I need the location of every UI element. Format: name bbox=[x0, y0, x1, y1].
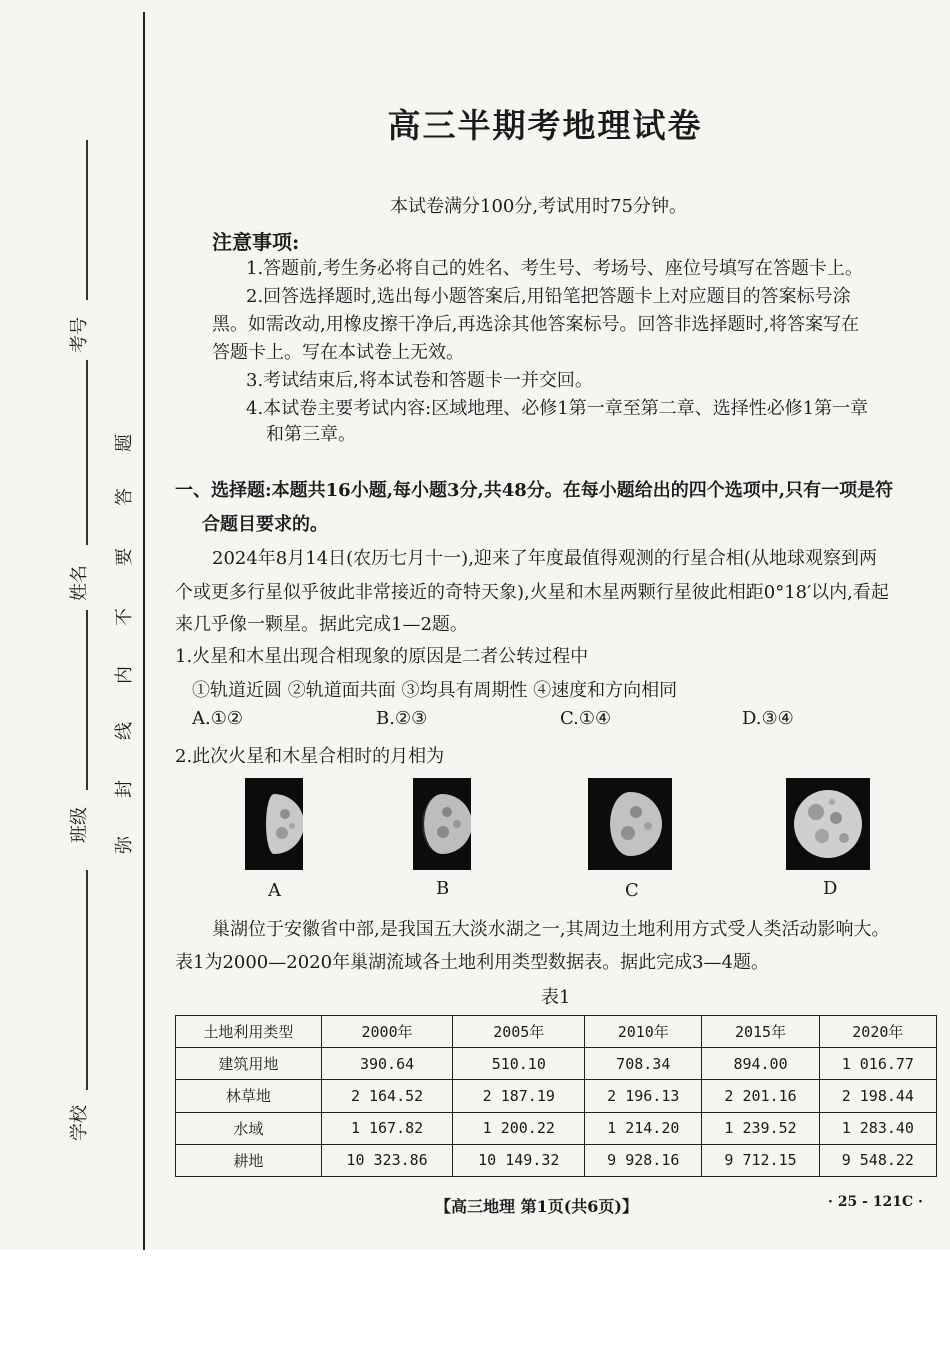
seal-char: 不 bbox=[114, 608, 135, 626]
moon-phase-b-icon bbox=[413, 778, 471, 870]
note-item: 黑。如需改动,用橡皮擦干净后,再选涂其他答案标号。回答非选择题时,将答案写在 bbox=[212, 314, 860, 335]
note-item: 4.本试卷主要考试内容:区域地理、必修1第一章至第二章、选择性必修1第一章 bbox=[246, 398, 869, 419]
table-cell: 9 548.22 bbox=[819, 1144, 936, 1176]
table-cell: 510.10 bbox=[453, 1048, 585, 1080]
moon-label-b: B bbox=[436, 878, 450, 899]
moon-label-c: C bbox=[625, 880, 639, 901]
moon-image-d[interactable] bbox=[786, 778, 870, 870]
table-row bbox=[176, 1048, 937, 1080]
table-cell: 1 239.52 bbox=[702, 1112, 819, 1144]
seal-char: 要 bbox=[114, 548, 135, 566]
table-row bbox=[176, 1080, 937, 1112]
table-cell: 2 198.44 bbox=[819, 1080, 936, 1112]
column-header: 2010年 bbox=[585, 1016, 702, 1048]
moon-phase-d-icon bbox=[786, 778, 870, 870]
table-cell: 9 712.15 bbox=[702, 1144, 819, 1176]
section-heading: 一、选择题:本题共16小题,每小题3分,共48分。在每小题给出的四个选项中,只有一项是符 bbox=[175, 480, 894, 501]
table-cell: 1 016.77 bbox=[819, 1048, 936, 1080]
table-cell: 10 149.32 bbox=[453, 1144, 585, 1176]
moon-label-a: A bbox=[268, 880, 281, 901]
moon-phase-a-icon bbox=[245, 778, 303, 870]
name-label: 姓名 bbox=[69, 565, 90, 601]
moon-image-a[interactable] bbox=[245, 778, 303, 870]
section-heading: 合题目要求的。 bbox=[202, 514, 328, 535]
table-cell: 2 164.52 bbox=[321, 1080, 453, 1112]
table-cell: 1 283.40 bbox=[819, 1112, 936, 1144]
passage-line: 表1为2000—2020年巢湖流域各土地利用类型数据表。据此完成3—4题。 bbox=[175, 952, 769, 973]
school-underline bbox=[86, 870, 88, 1090]
table-cell: 2 201.16 bbox=[702, 1080, 819, 1112]
seal-char: 弥 bbox=[114, 836, 135, 854]
question-stem: 1.火星和木星出现合相现象的原因是二者公转过程中 bbox=[175, 646, 589, 667]
passage-line: 巢湖位于安徽省中部,是我国五大淡水湖之一,其周边土地利用方式受人类活动影响大。 bbox=[212, 919, 890, 940]
moon-phase-c-icon bbox=[588, 778, 672, 870]
school-label: 学校 bbox=[69, 1105, 90, 1141]
option-b[interactable]: B.②③ bbox=[376, 708, 428, 729]
exam-no-label: 考号 bbox=[69, 317, 90, 353]
class-label: 班级 bbox=[69, 807, 90, 843]
question-stem: 2.此次火星和木星合相时的月相为 bbox=[175, 746, 445, 767]
passage-line: 个或更多行星似乎彼此非常接近的奇特天象),火星和木星两颗行星彼此相距0°18′以内,看起 bbox=[175, 582, 889, 603]
table-cell: 390.64 bbox=[321, 1048, 453, 1080]
question-statements: ①轨道近圆 ②轨道面共面 ③均具有周期性 ④速度和方向相同 bbox=[192, 680, 678, 701]
seal-char: 封 bbox=[114, 780, 135, 798]
passage-line: 来几乎像一颗星。据此完成1—2题。 bbox=[175, 614, 468, 635]
column-header: 2020年 bbox=[819, 1016, 936, 1048]
column-header: 2015年 bbox=[702, 1016, 819, 1048]
table-row bbox=[176, 1144, 937, 1176]
table-header-row bbox=[176, 1016, 937, 1048]
table-cell: 894.00 bbox=[702, 1048, 819, 1080]
seal-char: 线 bbox=[114, 722, 135, 740]
column-header: 2005年 bbox=[453, 1016, 585, 1048]
row-header: 林草地 bbox=[176, 1080, 322, 1112]
table-cell: 1 214.20 bbox=[585, 1112, 702, 1144]
option-c[interactable]: C.①④ bbox=[560, 708, 612, 729]
table-cell: 1 167.82 bbox=[321, 1112, 453, 1144]
note-item: 1.答题前,考生务必将自己的姓名、考生号、考场号、座位号填写在答题卡上。 bbox=[246, 258, 863, 279]
row-header: 建筑用地 bbox=[176, 1048, 322, 1080]
seal-char: 题 bbox=[114, 434, 135, 452]
note-item: 和第三章。 bbox=[266, 424, 356, 445]
table-row bbox=[176, 1112, 937, 1144]
land-use-table bbox=[175, 1015, 937, 1177]
seal-char: 答 bbox=[114, 488, 135, 506]
table-cell: 708.34 bbox=[585, 1048, 702, 1080]
passage-line: 2024年8月14日(农历七月十一),迎来了年度最值得观测的行星合相(从地球观察到两 bbox=[212, 548, 877, 569]
note-item: 答题卡上。写在本试卷上无效。 bbox=[212, 342, 464, 363]
exam-no-underline bbox=[86, 140, 88, 300]
class-underline bbox=[86, 610, 88, 790]
table-cell: 2 187.19 bbox=[453, 1080, 585, 1112]
name-underline bbox=[86, 360, 88, 545]
option-d[interactable]: D.③④ bbox=[742, 708, 794, 729]
paper-code: · 25 - 121C · bbox=[828, 1194, 923, 1210]
page-footer: 【高三地理 第1页(共6页)】 bbox=[435, 1197, 638, 1216]
table-cell: 2 196.13 bbox=[585, 1080, 702, 1112]
moon-label-d: D bbox=[823, 878, 838, 899]
row-header: 耕地 bbox=[176, 1144, 322, 1176]
exam-title: 高三半期考地理试卷 bbox=[387, 106, 703, 145]
table-cell: 9 928.16 bbox=[585, 1144, 702, 1176]
notes-heading: 注意事项: bbox=[212, 230, 300, 254]
moon-image-b[interactable] bbox=[413, 778, 471, 870]
column-header: 2000年 bbox=[321, 1016, 453, 1048]
seal-char: 内 bbox=[114, 666, 135, 684]
moon-image-c[interactable] bbox=[588, 778, 672, 870]
row-header: 水域 bbox=[176, 1112, 322, 1144]
table-caption: 表1 bbox=[541, 987, 571, 1008]
option-a[interactable]: A.①② bbox=[192, 708, 243, 729]
table-cell: 10 323.86 bbox=[321, 1144, 453, 1176]
binding-line bbox=[143, 12, 145, 1250]
note-item: 3.考试结束后,将本试卷和答题卡一并交回。 bbox=[246, 370, 593, 391]
column-header: 土地利用类型 bbox=[176, 1016, 322, 1048]
exam-subtitle: 本试卷满分100分,考试用时75分钟。 bbox=[390, 196, 687, 217]
note-item: 2.回答选择题时,选出每小题答案后,用铅笔把答题卡上对应题目的答案标号涂 bbox=[246, 286, 851, 307]
table-cell: 1 200.22 bbox=[453, 1112, 585, 1144]
